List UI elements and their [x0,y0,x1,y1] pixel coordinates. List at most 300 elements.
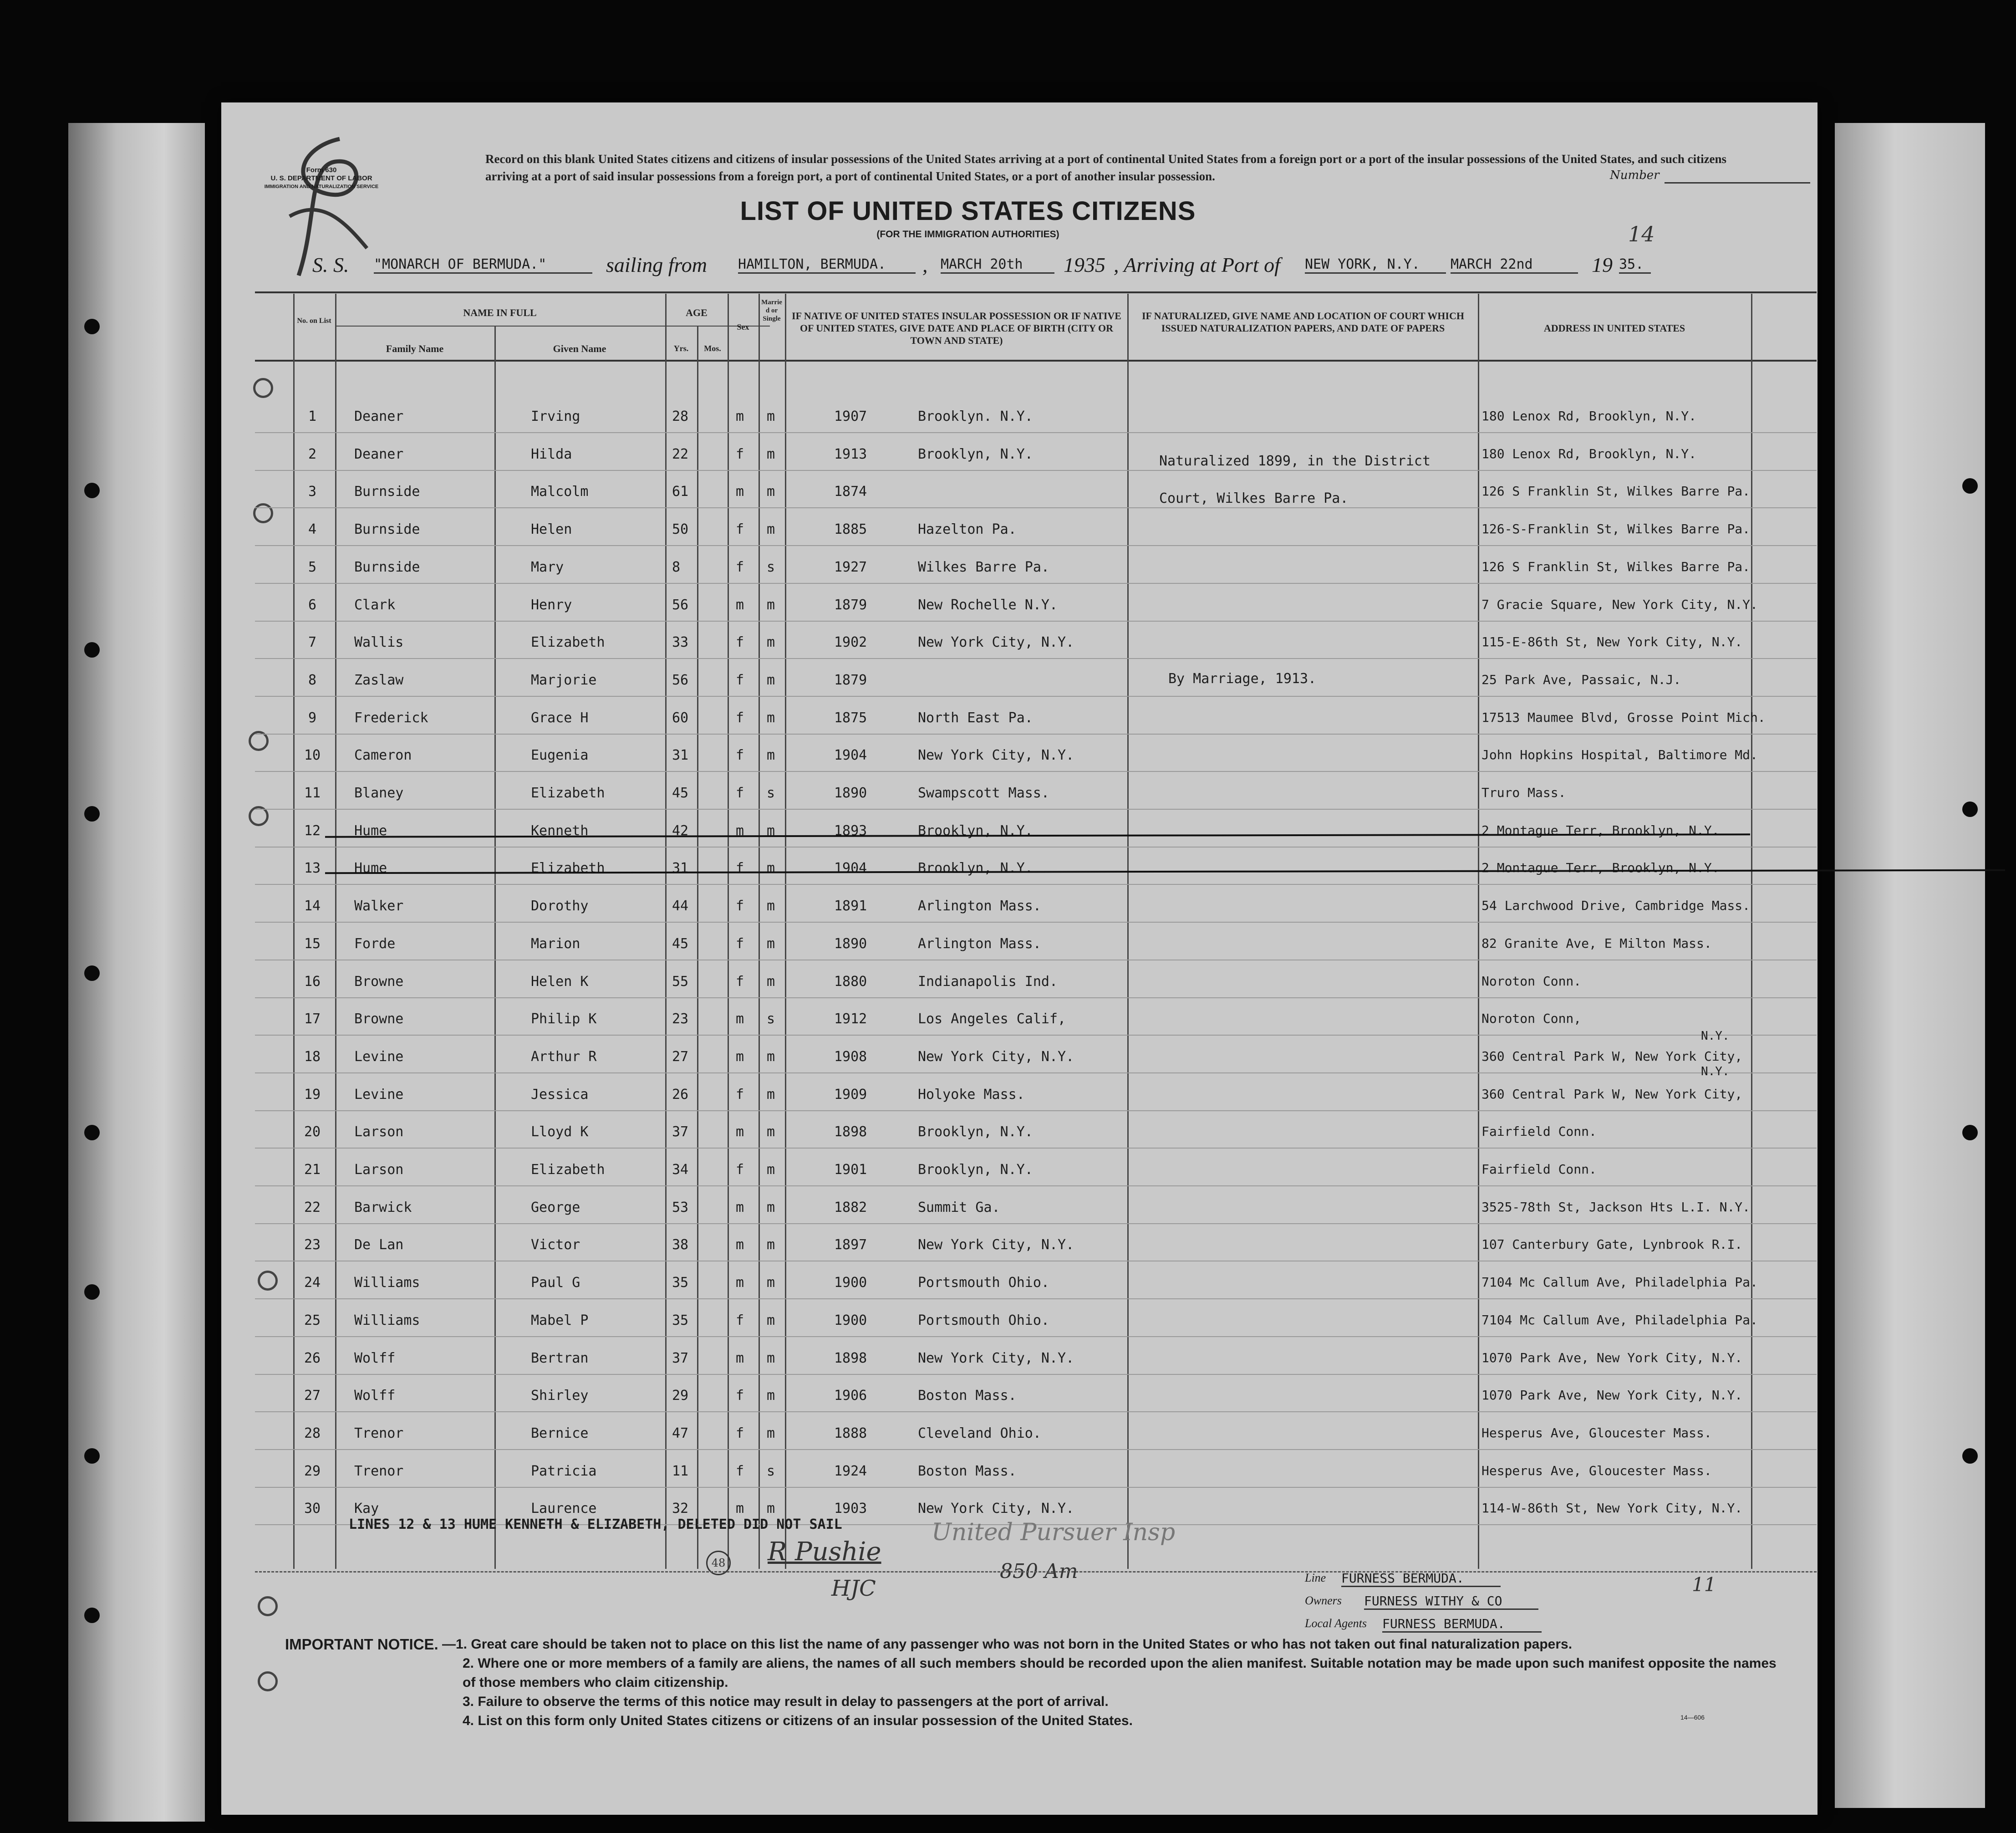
row-place: North East Pa. [918,710,1033,726]
row-sex: f [736,747,744,764]
row-rule [255,470,1817,471]
row-place: Indianapolis Ind. [918,973,1058,990]
col-header-no: No. on List [297,317,331,325]
number-line [1665,182,1810,184]
row-ms: m [767,1237,775,1253]
row-address: 54 Larchwood Drive, Cambridge Mass. [1481,898,1751,914]
row-yrs: 35 [672,1312,689,1328]
arrival-date: MARCH 22nd [1451,256,1578,274]
row-sex: m [736,484,744,500]
row-family: Deaner [354,408,404,424]
row-given: Irving [531,408,580,424]
row-ms: m [767,1312,775,1328]
arrival-year-prefix: 19 [1592,253,1613,276]
row-given: Marion [531,935,580,952]
row-place: New York City, N.Y. [918,747,1074,764]
footnote: LINES 12 & 13 HUME KENNETH & ELIZABETH, DELETED DID NOT SAIL [349,1516,842,1532]
row-address: 107 Canterbury Gate, Lynbrook R.I. [1481,1237,1743,1252]
row-family: Williams [354,1312,420,1328]
row-given: Helen K [531,973,589,990]
address-note: N.Y. [1701,1065,1730,1078]
row-yrs: 23 [672,1011,689,1027]
row-yrs: 60 [672,710,689,726]
row-sex: f [736,860,744,877]
row-address: 126 S Franklin St, Wilkes Barre Pa. [1481,484,1751,499]
time-note: 850 Am [1000,1560,1078,1583]
row-family: Levine [354,1086,404,1103]
row-no: 21 [304,1162,321,1178]
punch-hole [84,483,100,498]
ship-name: "MONARCH OF BERMUDA." [374,256,592,274]
row-sex: m [736,1237,744,1253]
row-no: 25 [304,1312,321,1328]
row-rule [255,432,1817,433]
sailing-label: sailing from [606,253,707,276]
row-place: Arlington Mass. [918,935,1041,952]
row-ms: m [767,747,775,764]
owners-value: FURNESS WITHY & CO [1364,1593,1538,1610]
row-yrs: 50 [672,521,689,538]
row-sex: m [736,822,744,839]
row-ms: m [767,1425,775,1441]
row-ms: m [767,1162,775,1178]
punch-hole [1962,1448,1978,1464]
row-ms: s [767,1011,775,1027]
row-rule [255,1035,1817,1036]
initials: HJC [831,1576,876,1601]
row-given: Arthur R [531,1048,597,1065]
row-yrs: 8 [672,559,681,575]
row-given: Philip K [531,1011,597,1027]
row-ms: m [767,672,775,688]
punch-hole [1962,478,1978,494]
row-address: 7 Gracie Square, New York City, N.Y. [1481,597,1758,612]
row-place: Brooklyn, N.Y. [918,1124,1033,1140]
row-given: Elizabeth [531,1162,605,1178]
row-no: 8 [308,672,317,688]
column-rule [759,294,760,1569]
row-family: Hume [354,860,387,877]
row-family: Kay [354,1501,379,1517]
voyage-line: S. S. "MONARCH OF BERMUDA." sailing from HAMILTON, BERMUDA. , MARCH 20th 1935 , Arriving at Port of NEW YORK, N.Y. MARCH 22nd 19 35. [312,253,1769,285]
departure-year: 1935 [1064,253,1105,276]
row-given: Lloyd K [531,1124,589,1140]
row-year: 1902 [834,634,867,651]
service-name: IMMIGRATION AND NATURALIZATION SERVICE [264,184,379,189]
row-place: Boston Mass. [918,1388,1017,1404]
row-yrs: 31 [672,747,689,764]
row-family: Browne [354,973,404,990]
row-no: 3 [308,484,317,500]
row-yrs: 55 [672,973,689,990]
row-given: Paul G [531,1275,580,1291]
row-address: John Hopkins Hospital, Baltimore Md. [1481,747,1758,763]
row-no: 9 [308,710,317,726]
row-yrs: 32 [672,1501,689,1517]
row-yrs: 29 [672,1388,689,1404]
row-family: Browne [354,1011,404,1027]
arrival-port: NEW YORK, N.Y. [1305,256,1446,274]
row-year: 1897 [834,1237,867,1253]
row-ms: m [767,1086,775,1103]
row-ms: m [767,710,775,726]
row-address: Fairfield Conn. [1481,1162,1597,1177]
punch-hole [1962,1125,1978,1140]
row-rule [255,545,1817,546]
row-yrs: 28 [672,408,689,424]
punch-hole [84,1448,100,1464]
naturalization-note: Naturalized 1899, in the District [1159,453,1431,469]
row-ms: m [767,898,775,914]
row-year: 1927 [834,559,867,575]
row-family: Hume [354,822,387,839]
row-rule [255,771,1817,772]
row-rule [255,1336,1817,1337]
row-given: Patricia [531,1463,597,1479]
row-given: Elizabeth [531,785,605,801]
row-rule [255,884,1817,885]
row-given: Helen [531,521,572,538]
row-ms: m [767,1199,775,1215]
row-address: 180 Lenox Rd, Brooklyn, N.Y. [1481,446,1697,461]
row-ms: s [767,785,775,801]
row-address: 114-W-86th St, New York City, N.Y. [1481,1501,1743,1516]
row-no: 19 [304,1086,321,1103]
row-rule [255,997,1817,998]
row-address: 3525-78th St, Jackson Hts L.I. N.Y. [1481,1199,1751,1215]
row-address: Hesperus Ave, Gloucester Mass. [1481,1463,1712,1478]
naturalization-note: By Marriage, 1913. [1168,671,1317,687]
row-rule [255,1072,1817,1073]
column-rule [665,294,667,1569]
row-place: Arlington Mass. [918,898,1041,914]
row-yrs: 11 [672,1463,689,1479]
manifest-page [221,102,1817,1815]
row-given: Bernice [531,1425,589,1441]
row-address: 115-E-86th St, New York City, N.Y. [1481,634,1743,650]
row-rule [255,847,1817,848]
row-sex: f [736,1086,744,1103]
row-year: 1901 [834,1162,867,1178]
row-given: Mabel P [531,1312,589,1328]
col-header-mos: Mos. [704,344,721,353]
row-yrs: 47 [672,1425,689,1441]
row-yrs: 22 [672,446,689,462]
row-place: Hazelton Pa. [918,521,1017,538]
row-family: Wallis [354,634,404,651]
naturalization-note: Court, Wilkes Barre Pa. [1159,490,1349,506]
punch-hole [84,642,100,658]
row-family: Cameron [354,747,412,764]
row-place: Brooklyn, N.Y. [918,446,1033,462]
punch-hole [84,319,100,334]
arrival-year: 35. [1619,256,1651,274]
row-year: 1913 [834,446,867,462]
row-no: 20 [304,1124,321,1140]
row-no: 22 [304,1199,321,1215]
row-sex: m [736,1350,744,1366]
row-sex: f [736,1463,744,1479]
punch-hole [84,1608,100,1623]
column-rule [697,326,698,1569]
row-sex: f [736,935,744,952]
row-rule [255,922,1817,923]
page-subtitle: (FOR THE IMMIGRATION AUTHORITIES) [876,229,1059,240]
notice-item: 2. Where one or more members of a family are aliens, the names of all such members should be recorded upon the alien manifest. Suitable notation may be made upon such manifest opposite the names of those members who claim citizenship. [463,1656,1777,1690]
punch-hole [84,1125,100,1140]
row-sex: f [736,446,744,462]
row-sex: f [736,559,744,575]
row-family: Frederick [354,710,428,726]
row-year: 1880 [834,973,867,990]
row-given: Malcolm [531,484,589,500]
row-no: 24 [304,1275,321,1291]
row-family: Burnside [354,484,420,500]
address-note: N.Y. [1701,1029,1730,1043]
row-sex: m [736,1048,744,1065]
row-no: 5 [308,559,317,575]
row-family: Levine [354,1048,404,1065]
line-value: FURNESS BERMUDA. [1341,1571,1501,1587]
row-family: Larson [354,1162,404,1178]
row-ms: s [767,559,775,575]
row-family: Clark [354,597,396,613]
row-family: Zaslaw [354,672,404,688]
row-year: 1875 [834,710,867,726]
row-year: 1885 [834,521,867,538]
row-address: 180 Lenox Rd, Brooklyn, N.Y. [1481,408,1697,424]
row-ms: m [767,973,775,990]
row-no: 4 [308,521,317,538]
signature: R Pushie [768,1537,881,1567]
row-no: 10 [304,747,321,764]
row-place: New York City, N.Y. [918,1048,1074,1065]
row-address: 126 S Franklin St, Wilkes Barre Pa. [1481,559,1751,574]
row-place: Portsmouth Ohio. [918,1275,1049,1291]
header-subrule [335,326,770,327]
circled-number: 48 [706,1551,731,1575]
row-rule [255,1374,1817,1375]
form-identifier [262,166,381,191]
row-year: 1907 [834,408,867,424]
row-place: Wilkes Barre Pa. [918,559,1049,575]
row-address: 82 Granite Ave, E Milton Mass. [1481,935,1712,951]
row-rule [255,1487,1817,1488]
row-given: Elizabeth [531,634,605,651]
row-year: 1890 [834,935,867,952]
row-yrs: 31 [672,860,689,877]
row-address: 7104 Mc Callum Ave, Philadelphia Pa. [1481,1312,1758,1328]
row-year: 1900 [834,1275,867,1291]
row-sex: m [736,1011,744,1027]
row-no: 17 [304,1011,321,1027]
row-place: Brooklyn, N.Y. [918,1162,1033,1178]
row-given: Laurence [531,1501,597,1517]
row-year: 1908 [834,1048,867,1065]
row-sex: f [736,672,744,688]
row-no: 6 [308,597,317,613]
row-no: 18 [304,1048,321,1065]
row-address: Fairfield Conn. [1481,1124,1597,1139]
row-yrs: 37 [672,1350,689,1366]
row-year: 1903 [834,1501,867,1517]
row-sex: f [736,1388,744,1404]
col-header-age: AGE [686,307,708,318]
row-given: Hilda [531,446,572,462]
arriving-label: , Arriving at Port of [1114,253,1280,276]
row-sex: f [736,785,744,801]
row-yrs: 38 [672,1237,689,1253]
ss-label: S. S. [312,253,349,276]
row-yrs: 44 [672,898,689,914]
row-sex: f [736,1312,744,1328]
row-no: 1 [308,408,317,424]
row-year: 1898 [834,1124,867,1140]
row-sex: f [736,710,744,726]
inspector-signature: United Pursuer Insp [932,1519,1176,1546]
row-yrs: 45 [672,785,689,801]
row-no: 29 [304,1463,321,1479]
row-no: 26 [304,1350,321,1366]
row-rule [255,1223,1817,1224]
row-year: 1882 [834,1199,867,1215]
row-given: Marjorie [531,672,597,688]
row-place: Los Angeles Calif, [918,1011,1066,1027]
row-place: New York City, N.Y. [918,1350,1074,1366]
row-sex: m [736,1501,744,1517]
row-no: 15 [304,935,321,952]
row-sex: m [736,597,744,613]
punch-hole [84,1284,100,1300]
row-family: Wolff [354,1388,396,1404]
row-yrs: 45 [672,935,689,952]
row-no: 2 [308,446,317,462]
row-yrs: 33 [672,634,689,651]
ring-mark [258,1671,278,1691]
row-rule [255,507,1817,508]
row-sex: m [736,408,744,424]
row-place: Cleveland Ohio. [918,1425,1041,1441]
row-ms: m [767,1388,775,1404]
departure-port: HAMILTON, BERMUDA. [738,256,916,274]
row-year: 1906 [834,1388,867,1404]
row-year: 1909 [834,1086,867,1103]
col-header-family: Family Name [386,343,444,354]
row-place: New York City, N.Y. [918,634,1074,651]
row-place: Brooklyn, N.Y. [918,860,1033,877]
column-rule [728,294,729,1569]
row-year: 1890 [834,785,867,801]
row-given: Elizabeth [531,860,605,877]
row-year: 1904 [834,860,867,877]
row-rule [255,1298,1817,1299]
col-header-given: Given Name [553,343,606,354]
row-place: New Rochelle N.Y. [918,597,1058,613]
row-sex: f [736,634,744,651]
row-no: 27 [304,1388,321,1404]
row-place: Swampscott Mass. [918,785,1049,801]
row-address: 7104 Mc Callum Ave, Philadelphia Pa. [1481,1275,1758,1290]
row-ms: m [767,1350,775,1366]
column-rule [1478,294,1479,1569]
row-ms: m [767,822,775,839]
row-year: 1898 [834,1350,867,1366]
punch-hole [84,806,100,822]
row-family: Wolff [354,1350,396,1366]
row-no: 28 [304,1425,321,1441]
row-given: George [531,1199,580,1215]
row-year: 1912 [834,1011,867,1027]
row-given: Kenneth [531,822,589,839]
row-address: 360 Central Park W, New York City, [1481,1048,1743,1064]
row-address: Hesperus Ave, Gloucester Mass. [1481,1425,1712,1440]
page-mark: 11 [1692,1573,1716,1596]
row-no: 16 [304,973,321,990]
row-given: Eugenia [531,747,589,764]
row-family: Blaney [354,785,404,801]
column-rule [1751,294,1752,1569]
row-ms: m [767,521,775,538]
row-yrs: 56 [672,672,689,688]
ring-mark [258,1596,278,1616]
row-ms: m [767,1048,775,1065]
row-ms: m [767,1124,775,1140]
page-title: LIST OF UNITED STATES CITIZENS [740,196,1196,226]
owners-label: Owners [1305,1594,1342,1607]
row-ms: m [767,1275,775,1291]
row-rule [255,1449,1817,1450]
col-header-naturalized: IF NATURALIZED, GIVE NAME AND LOCATION OF COURT WHICH ISSUED NATURALIZATION PAPERS, AND DATE OF PAPERS [1142,310,1464,334]
row-given: Bertran [531,1350,589,1366]
row-sex: f [736,973,744,990]
row-sex: f [736,898,744,914]
row-given: Victor [531,1237,580,1253]
row-rule [255,1411,1817,1412]
form-number: Form 630 [306,166,337,174]
row-given: Shirley [531,1388,589,1404]
line-label: Line [1305,1571,1326,1584]
row-given: Dorothy [531,898,589,914]
row-no: 11 [304,785,321,801]
row-year: 1924 [834,1463,867,1479]
row-family: Larson [354,1124,404,1140]
row-year: 1874 [834,484,867,500]
page-number: 14 [1628,222,1655,246]
notice-item: 3. Failure to observe the terms of this notice may result in delay to passengers at the port of arrival. [463,1694,1109,1709]
row-no: 23 [304,1237,321,1253]
row-address: Noroton Conn, [1481,1011,1582,1026]
row-ms: m [767,935,775,952]
row-no: 30 [304,1501,321,1517]
row-sex: m [736,1275,744,1291]
row-rule [255,1185,1817,1186]
col-header-yrs: Yrs. [673,344,689,353]
row-no: 14 [304,898,321,914]
row-rule [255,658,1817,659]
row-yrs: 27 [672,1048,689,1065]
agents-value: FURNESS BERMUDA. [1382,1616,1542,1633]
notice-label: IMPORTANT NOTICE. [285,1636,438,1653]
row-ms: m [767,408,775,424]
row-family: Burnside [354,559,420,575]
row-rule [255,1110,1817,1111]
row-rule [255,809,1817,810]
row-given: Mary [531,559,564,575]
row-address: 25 Park Ave, Passaic, N.J. [1481,672,1681,687]
row-sex: f [736,1425,744,1441]
row-yrs: 61 [672,484,689,500]
column-rule [1127,294,1129,1569]
